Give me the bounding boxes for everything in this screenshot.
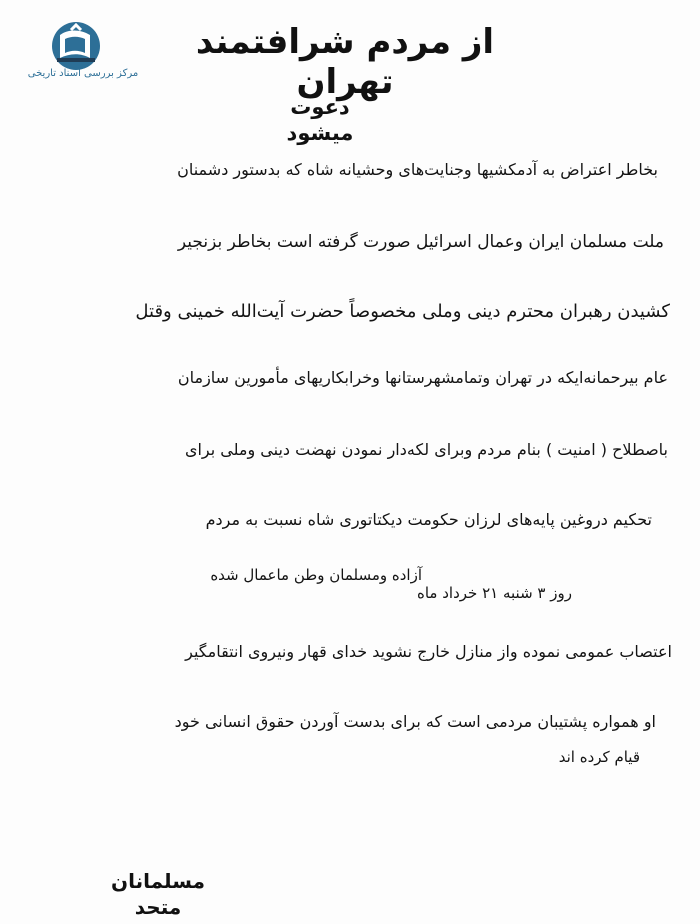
signature: مسلمانان متحد: [111, 869, 205, 919]
body-line-7-date: روز ۳ شنبه ۲۱ خرداد ماه: [417, 584, 572, 602]
document-subtitle: دعوت میشود: [286, 95, 354, 145]
archive-logo-caption: مرکز بررسی اسناد تاریخی: [27, 68, 139, 79]
document-title: از مردم شرافتمند تهران: [195, 22, 495, 102]
body-line-6: تحکیم دروغین پایه‌های لرزان حکومت دیکتاتوری شاه نسبت به مردم: [205, 510, 652, 529]
body-line-9: او همواره پشتیبان مردمی است که برای بدست آوردن حقوق انسانی خود: [174, 712, 656, 731]
body-line-2: ملت مسلمان ایران وعمال اسرائیل صورت گرفته است بخاطر بزنجیر: [177, 232, 664, 252]
body-line-5: باصطلاح ( امنیت ) بنام مردم وبرای لکه‌دار نمودن نهضت دینی وملی برای: [184, 440, 668, 459]
body-line-10: قیام کرده اند: [558, 748, 640, 766]
body-line-1: بخاطر اعتراض به آدمکشیها وجنایت‌های وحشیانه شاه که بدستور دشمنان: [177, 160, 658, 179]
body-line-3: کشیدن رهبران محترم دینی وملی مخصوصاً حضرت آیت‌الله خمینی وقتل: [135, 301, 670, 322]
body-line-7-left: آزاده ومسلمان وطن ماعمال شده: [210, 566, 422, 584]
body-line-4: عام بیرحمانه‌ایکه در تهران وتمامشهرستانها وخرابکاریهای مأمورین سازمان: [177, 368, 668, 387]
body-line-8: اعتصاب عمومی نموده واز منازل خارج نشوید خدای قهار ونیروی انتقامگیر: [185, 642, 672, 661]
